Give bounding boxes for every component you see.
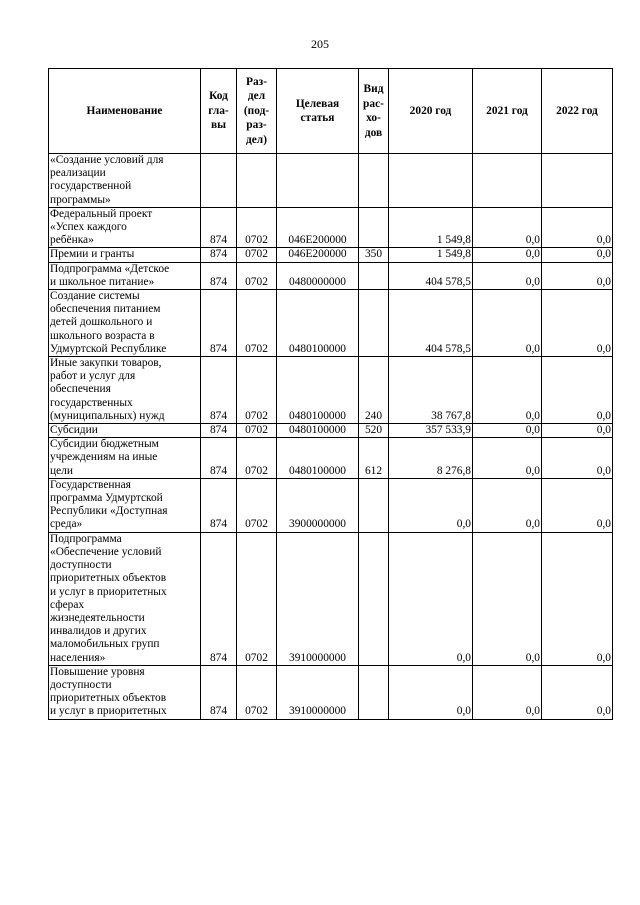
header-2022: 2022 год xyxy=(542,69,613,154)
cell-section xyxy=(237,154,277,208)
cell-exptype xyxy=(359,262,389,289)
header-section: Раз- дел (под- раз- дел) xyxy=(237,69,277,154)
cell-exptype xyxy=(359,207,389,248)
table-row xyxy=(49,357,613,424)
cell-name: Подпрограмма «Детское и школьное питание» xyxy=(49,262,201,289)
cell-section: 0702 xyxy=(237,438,277,479)
cell-2021: 0,0 xyxy=(473,438,542,479)
table-body xyxy=(49,154,613,720)
cell-2021: 0,0 xyxy=(473,478,542,532)
header-code: Код гла- вы xyxy=(201,69,237,154)
cell-exptype xyxy=(359,154,389,208)
cell-2020 xyxy=(389,154,473,208)
cell-section: 0702 xyxy=(237,532,277,665)
cell-code: 874 xyxy=(201,424,237,438)
table-row xyxy=(49,424,613,438)
cell-2021: 0,0 xyxy=(473,248,542,262)
cell-exptype: 520 xyxy=(359,424,389,438)
cell-target: 3900000000 xyxy=(277,478,359,532)
header-target: Целевая статья xyxy=(277,69,359,154)
cell-code: 874 xyxy=(201,532,237,665)
table-row xyxy=(49,438,613,479)
cell-code: 874 xyxy=(201,438,237,479)
cell-exptype xyxy=(359,532,389,665)
cell-2020: 38 767,8 xyxy=(389,357,473,424)
table-row xyxy=(49,478,613,532)
cell-target: 3910000000 xyxy=(277,532,359,665)
cell-2022: 0,0 xyxy=(542,478,613,532)
cell-name: Повышение уровня доступности приоритетных объектов и услуг в приоритетных xyxy=(49,665,201,719)
cell-target: 0480100000 xyxy=(277,290,359,357)
budget-table xyxy=(48,68,613,720)
header-name: Наименование xyxy=(49,69,201,154)
cell-2021: 0,0 xyxy=(473,262,542,289)
cell-section: 0702 xyxy=(237,207,277,248)
cell-exptype: 350 xyxy=(359,248,389,262)
cell-exptype xyxy=(359,478,389,532)
cell-2020: 404 578,5 xyxy=(389,290,473,357)
cell-target: 0480100000 xyxy=(277,438,359,479)
cell-code: 874 xyxy=(201,248,237,262)
cell-2020: 0,0 xyxy=(389,532,473,665)
cell-2020: 357 533,9 xyxy=(389,424,473,438)
cell-2021: 0,0 xyxy=(473,207,542,248)
table-row xyxy=(49,262,613,289)
cell-name: Субсидии бюджетным учреждениям на иные цели xyxy=(49,438,201,479)
cell-code: 874 xyxy=(201,262,237,289)
cell-target: 046E200000 xyxy=(277,248,359,262)
cell-target: 0480100000 xyxy=(277,424,359,438)
cell-target: 3910000000 xyxy=(277,665,359,719)
table-row xyxy=(49,290,613,357)
cell-target: 046E200000 xyxy=(277,207,359,248)
cell-2020: 1 549,8 xyxy=(389,207,473,248)
cell-2021: 0,0 xyxy=(473,357,542,424)
cell-2022: 0,0 xyxy=(542,290,613,357)
cell-code: 874 xyxy=(201,665,237,719)
cell-target: 0480100000 xyxy=(277,357,359,424)
cell-2020: 404 578,5 xyxy=(389,262,473,289)
cell-exptype: 240 xyxy=(359,357,389,424)
header-exptype: Вид рас- хо- дов xyxy=(359,69,389,154)
header-row xyxy=(49,69,613,154)
cell-2021: 0,0 xyxy=(473,532,542,665)
cell-2022: 0,0 xyxy=(542,424,613,438)
table-row xyxy=(49,154,613,208)
cell-target xyxy=(277,154,359,208)
cell-2021: 0,0 xyxy=(473,290,542,357)
cell-2021 xyxy=(473,154,542,208)
page-number: 205 xyxy=(311,37,329,51)
cell-code: 874 xyxy=(201,290,237,357)
cell-2022: 0,0 xyxy=(542,207,613,248)
cell-target: 0480000000 xyxy=(277,262,359,289)
cell-name: Иные закупки товаров, работ и услуг для обеспечения государственных (муниципальных) нужд xyxy=(49,357,201,424)
cell-section: 0702 xyxy=(237,357,277,424)
cell-name: Федеральный проект «Успех каждого ребёнка» xyxy=(49,207,201,248)
cell-section: 0702 xyxy=(237,262,277,289)
cell-name: Государственная программа Удмуртской Республики «Доступная среда» xyxy=(49,478,201,532)
table-row xyxy=(49,248,613,262)
cell-exptype xyxy=(359,290,389,357)
cell-2022 xyxy=(542,154,613,208)
cell-name: «Создание условий для реализации государственной программы» xyxy=(49,154,201,208)
cell-2022: 0,0 xyxy=(542,665,613,719)
cell-2021: 0,0 xyxy=(473,424,542,438)
table-header xyxy=(49,69,613,154)
cell-code xyxy=(201,154,237,208)
header-2020: 2020 год xyxy=(389,69,473,154)
cell-2020: 0,0 xyxy=(389,665,473,719)
cell-section: 0702 xyxy=(237,290,277,357)
cell-code: 874 xyxy=(201,478,237,532)
cell-2022: 0,0 xyxy=(542,248,613,262)
table-row xyxy=(49,665,613,719)
cell-name: Премии и гранты xyxy=(49,248,201,262)
cell-section: 0702 xyxy=(237,248,277,262)
cell-name: Создание системы обеспечения питанием детей дошкольного и школьного возраста в Удмуртской Республике xyxy=(49,290,201,357)
cell-2020: 1 549,8 xyxy=(389,248,473,262)
cell-exptype xyxy=(359,665,389,719)
table-row xyxy=(49,532,613,665)
cell-2021: 0,0 xyxy=(473,665,542,719)
cell-2022: 0,0 xyxy=(542,262,613,289)
cell-section: 0702 xyxy=(237,424,277,438)
cell-2020: 0,0 xyxy=(389,478,473,532)
header-2021: 2021 год xyxy=(473,69,542,154)
cell-2022: 0,0 xyxy=(542,438,613,479)
cell-section: 0702 xyxy=(237,478,277,532)
cell-code: 874 xyxy=(201,357,237,424)
cell-2022: 0,0 xyxy=(542,357,613,424)
cell-section: 0702 xyxy=(237,665,277,719)
table-row xyxy=(49,207,613,248)
cell-code: 874 xyxy=(201,207,237,248)
cell-exptype: 612 xyxy=(359,438,389,479)
cell-2020: 8 276,8 xyxy=(389,438,473,479)
cell-name: Подпрограмма «Обеспечение условий доступности приоритетных объектов и услуг в приоритетных сферах жизнедеятельности инвалидов и других маломобильных групп населения» xyxy=(49,532,201,665)
cell-name: Субсидии xyxy=(49,424,201,438)
cell-2022: 0,0 xyxy=(542,532,613,665)
